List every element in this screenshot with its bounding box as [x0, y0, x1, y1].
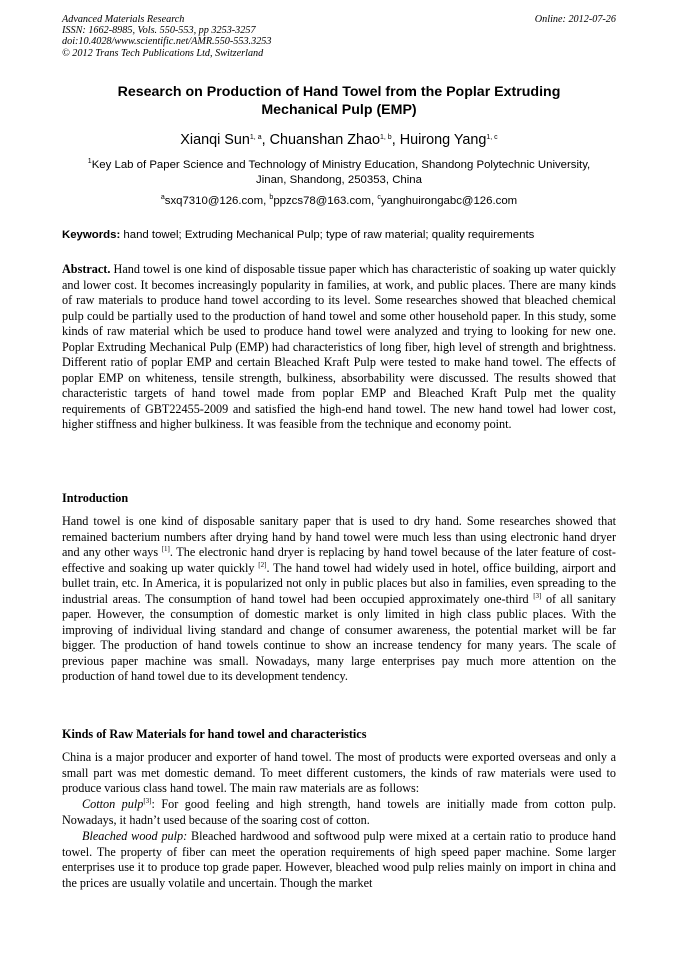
raw-materials-heading: Kinds of Raw Materials for hand towel and characteristics [62, 727, 367, 741]
title-line-1: Research on Production of Hand Towel from the Poplar Extruding [117, 84, 561, 100]
abstract-label: Abstract. [62, 262, 111, 276]
author-1-name: Xianqi Sun [180, 132, 250, 148]
introduction-heading: Introduction [62, 491, 129, 505]
intro-text-3: . The hand towel had widely used in hotel, office building, airport and bullet train, etc. In America, it is popularized not only in public places but also in families, even spreading to the industrial areas. The consumption of hand towel had been occupied approximately one-third [62, 560, 616, 606]
bleached-wood-pulp-label: Bleached wood pulp: [82, 829, 188, 843]
author-2-sup: 1, b [380, 134, 392, 141]
intro-text-4: of all sanitary paper. However, the consumption of domestic market is only limited in high class public places. With the improving of individual living standard and change of consumer awareness, the potential market will be far bigger. The production of hand towels continue to show an increase tendency for many years. The scale of previous paper machine was small. Nowadays, many large enterprises pay much more attention on the production of hand towel due to its development tendency. [62, 591, 616, 683]
keywords-label: Keywords: [62, 229, 121, 241]
intro-text-2: . The electronic hand dryer is replacing by hand towel because of the later feature of cost-effective and soaking up water quickly [62, 545, 616, 575]
copyright-line: © 2012 Trans Tech Publications Ltd, Switzerland [62, 47, 264, 59]
issn-line: ISSN: 1662-8985, Vols. 550-553, pp 3253-3257 [62, 25, 256, 37]
journal-name: Advanced Materials Research [62, 14, 185, 25]
email-c-sup: c [377, 194, 381, 201]
citation-1: [1] [161, 545, 170, 553]
cotton-pulp-label: Cotton pulp [82, 797, 144, 811]
email-b: ppzcs78@163.com, [273, 195, 378, 207]
bleached-wood-pulp-paragraph [62, 829, 616, 891]
citation-3: [3] [533, 591, 542, 600]
affiliation-line-1: Key Lab of Paper Science and Technology of Ministry Education, Shandong Polytechnic University, [91, 159, 591, 171]
email-c: yanghuirongabc@126.com [380, 195, 518, 207]
affiliation-sup: 1 [87, 158, 92, 165]
author-list [62, 131, 616, 149]
author-3-name: Huirong Yang [399, 132, 487, 148]
email-b-sup: b [269, 194, 274, 201]
raw-materials-paragraph: China is a major producer and exporter of hand towel. The most of products were exported overseas and only a small part was met domestic demand. To meet different customers, the kinds of raw materials were used to produce various class hand towel. The main raw materials are as follows: [62, 750, 616, 795]
title-line-2: Mechanical Pulp (EMP) [261, 102, 417, 118]
email-a: sxq7310@126.com, [164, 195, 270, 207]
cotton-pulp-paragraph [62, 797, 616, 828]
online-date: Online: 2012-07-26 [534, 14, 616, 25]
citation-cotton: [3] [143, 797, 152, 805]
author-emails [62, 194, 616, 208]
keywords-text: hand towel; Extruding Mechanical Pulp; type of raw material; quality requirements [120, 229, 535, 241]
author-2-name: Chuanshan Zhao [269, 132, 381, 148]
author-3-sup: 1, c [486, 134, 498, 141]
intro-text-1: Hand towel is one kind of disposable sanitary paper that is used to dry hand. Some researches showed that remained bacterium numbers after drying hand by hand towel were much less than using electronic hand dryer and any other ways [62, 514, 616, 559]
abstract-text: Hand towel is one kind of disposable tissue paper which has characteristic of soaking up water quickly and lower cost. It becomes increasingly popularity in families, at work, and public places. There are many kinds of raw materials to produce hand towel according to its level. Some researches showed that bleached chemical pulp could be partially used to the production of hand towel and some other household paper. In this study, some kinds of raw material which be used to produce hand towel were analyzed and trying to looking for new one. Poplar Extruding Mechanical Pulp (EMP) had characteristics of long fiber, high level of strength and brightness. Different ratio of poplar EMP and certain Bleached Kraft Pulp were tested to make hand towel. The effects of poplar EMP on whiteness, tensile strength, bulkiness, absorbability were discussed. The results showed that characteristic targets of hand towel made from poplar EMP and Bleached Kraft Pulp met the quality requirements of GBT22455-2009 and satisfied the high-end hand towel. The new hand towel had lower cost, higher stiffness and higher bulkiness. It was feasible from the technique and economy point. [62, 262, 616, 431]
paper-title [62, 83, 616, 119]
keywords [62, 228, 616, 242]
citation-2: [2] [258, 560, 267, 569]
bleached-wood-pulp-text: Bleached hardwood and softwood pulp were mixed at a certain ratio to produce hand towel. The property of fiber can meet the operation requirements of high speed paper machine. Some larger enterprises use it to produce top grade paper. However, bleached wood pulp relies mainly on import in china and the prices are usually volatile and uncertain. Though the market [62, 829, 616, 890]
author-1-sup: 1, a [249, 134, 262, 141]
author-separator: , [261, 132, 270, 148]
email-a-sup: a [160, 194, 165, 201]
doi-line: doi:10.4028/www.scientific.net/AMR.550-553.3253 [62, 36, 272, 48]
affiliation-line-2: Jinan, Shandong, 250353, China [256, 173, 422, 186]
abstract-paragraph [62, 262, 616, 433]
publication-meta [62, 14, 616, 59]
introduction-paragraph [62, 514, 616, 685]
cotton-pulp-text: : For good feeling and high strength, hand towels are initially made from cotton pulp. Nowadays, it hadn’t used because of the soaring cost of cotton. [62, 797, 616, 827]
affiliation [62, 158, 616, 187]
author-separator: , [391, 132, 400, 148]
